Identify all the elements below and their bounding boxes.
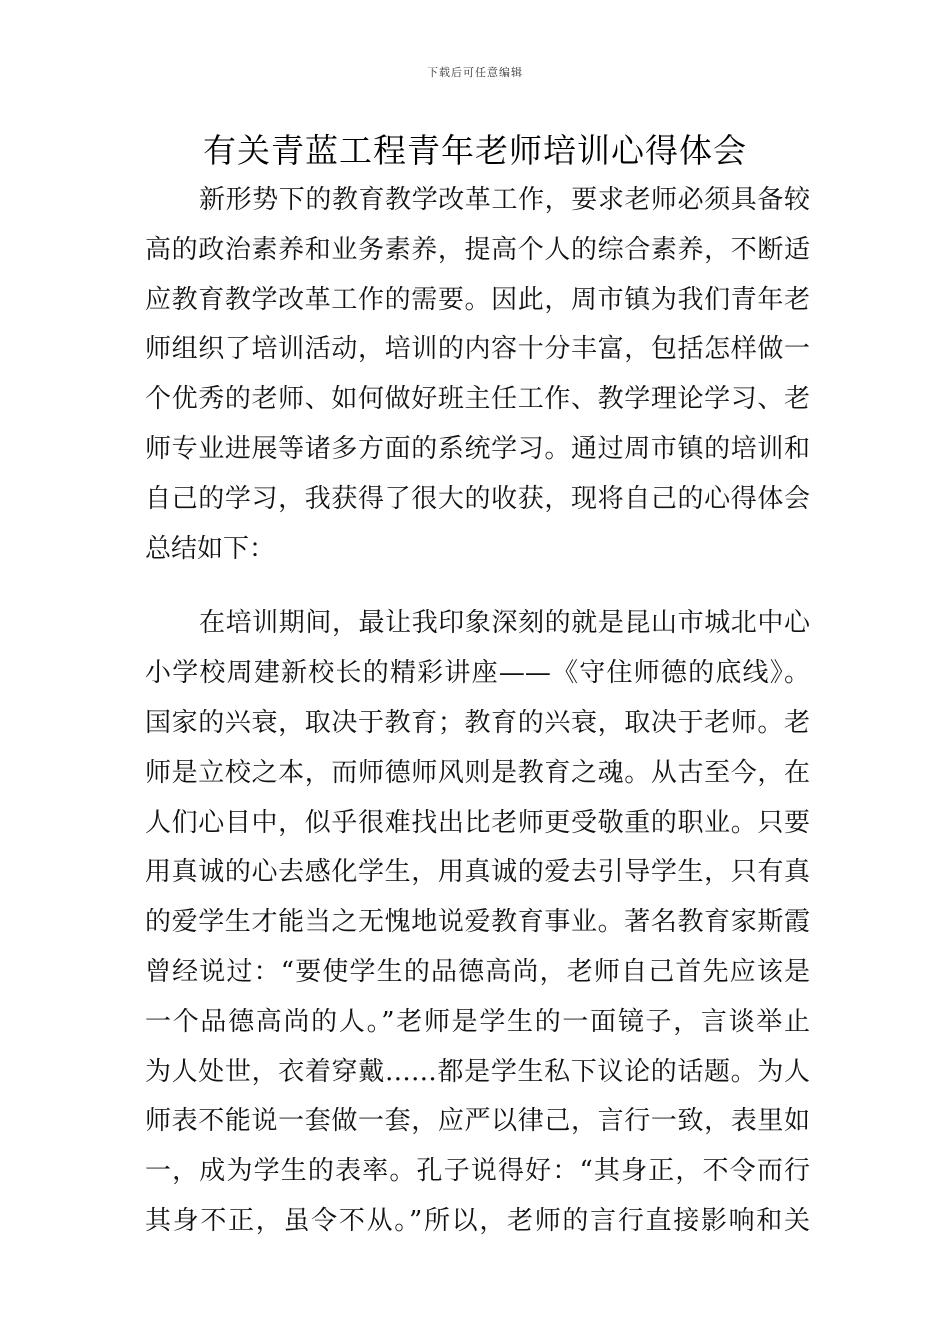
text-line: 师专业进展等诸多方面的系统学习。通过周市镇的培训和 — [145, 433, 810, 464]
document-body — [145, 176, 810, 1247]
text-line: 国家的兴衰，取决于教育；教育的兴衰，取决于老师。老 — [145, 707, 810, 738]
text-line: 师是立校之本，而师德师风则是教育之魂。从古至今，在 — [145, 757, 810, 788]
paragraph-1 — [145, 176, 810, 574]
text-line: 应教育教学改革工作的需要。因此，周市镇为我们青年老 — [145, 284, 810, 315]
text-line: 师组织了培训活动，培训的内容十分丰富，包括怎样做一 — [145, 334, 810, 365]
paragraph-spacer — [145, 574, 810, 599]
paragraph-2 — [145, 599, 810, 1246]
text-line: 个优秀的老师、如何做好班主任工作、教学理论学习、老 — [145, 384, 810, 415]
text-line: 其身不正，虽令不从。”所以，老师的言行直接影响和关 — [145, 1205, 810, 1236]
text-line: 自己的学习，我获得了很大的收获，现将自己的心得体会 — [145, 483, 810, 514]
text-line: 曾经说过：“要使学生的品德高尚，老师自己首先应该是 — [145, 956, 810, 987]
text-line: 一，成为学生的表率。孔子说得好：“其身正，不令而行 — [145, 1156, 810, 1187]
header-note: 下载后可任意编辑 — [427, 66, 523, 79]
document-title: 有关青蓝工程青年老师培训心得体会 — [203, 131, 747, 170]
text-line: 在培训期间，最让我印象深刻的就是昆山市城北中心 — [199, 608, 810, 639]
text-line: 一个品德高尚的人。”老师是学生的一面镜子，言谈举止 — [145, 1006, 810, 1037]
text-line: 新形势下的教育教学改革工作，要求老师必须具备较 — [199, 185, 810, 215]
text-line: 用真诚的心去感化学生，用真诚的爱去引导学生，只有真 — [145, 857, 810, 888]
text-line: 小学校周建新校长的精彩讲座——《守住师德的底线》。 — [145, 658, 810, 689]
text-line: 师表不能说一套做一套，应严以律己，言行一致，表里如 — [145, 1106, 810, 1137]
text-line: 高的政治素养和业务素养，提高个人的综合素养，不断适 — [145, 234, 810, 265]
text-line: 为人处世，衣着穿戴……都是学生私下议论的话题。为人 — [145, 1056, 810, 1087]
text-line: 人们心目中，似乎很难找出比老师更受敬重的职业。只要 — [145, 807, 810, 838]
text-line: 的爱学生才能当之无愧地说爱教育事业。著名教育家斯霞 — [145, 907, 810, 938]
text-line: 总结如下： — [145, 533, 276, 564]
